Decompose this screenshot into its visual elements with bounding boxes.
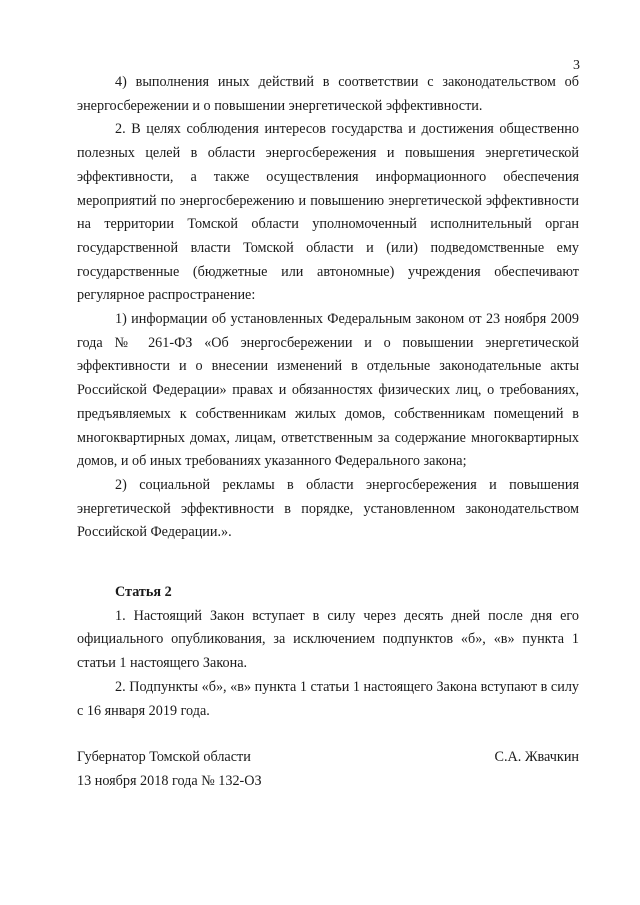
paragraph-article-clause-2: 2. Подпункты «б», «в» пункта 1 статьи 1 настоящего Закона вступают в силу с 16 января 2019 года.	[77, 678, 579, 719]
paragraph-subitem-2: 2) социальной рекламы в области энергосбережения и повышения энергетической эффективности в порядке, установленном законодательством Российской Федерации.».	[77, 476, 579, 541]
article-heading: Статья 2	[115, 584, 172, 601]
document-body	[77, 71, 579, 794]
paragraph-subitem-1: 1) информации об установленных Федеральным законом от 23 ноября 2009 года № 261-ФЗ «Об энергосбережении и о повышении энергетической эффективности и о внесении изменений в отдельные законодательные акты Российской Федерации» правах и обязанностях физических лиц, о требованиях, предъявляемых к собственникам жилых домов, собственникам помещений в многоквартирных домах, лицам, ответственным за содержание многоквартирных домов, и об иных требованиях указанного Федерального закона;	[77, 311, 579, 470]
law-date-number: 13 ноября 2018 года № 132-ОЗ	[77, 772, 262, 789]
page-number: 3	[573, 58, 580, 73]
signatory-name: С.А. Жвачкин	[494, 749, 579, 766]
spacer	[77, 545, 579, 581]
signature-block	[77, 746, 579, 770]
paragraph-article-clause-1: 1. Настоящий Закон вступает в силу через десять дней после дня его официального опубликования, за исключением подпунктов «б», «в» пункта 1 статьи 1 настоящего Закона.	[77, 607, 579, 672]
paragraph-clause-2: 2. В целях соблюдения интересов государства и достижения общественно полезных целей в области энергосбережения и повышения энергетической эффективности, а также осуществления информационного обеспечения мероприятий по энергосбережению и повышению энергетической эффективности на территории Томской области уполномоченный исполнительный орган государственной власти Томской области и (или) подведомственные ему государственные (бюджетные или автономные) учреждения обеспечивают регулярное распространение:	[77, 121, 579, 304]
signatory-position: Губернатор Томской области	[77, 749, 251, 766]
paragraph-item-4: 4) выполнения иных действий в соответствии с законодательством об энергосбережении и о повышении энергетической эффективности.	[77, 74, 579, 114]
